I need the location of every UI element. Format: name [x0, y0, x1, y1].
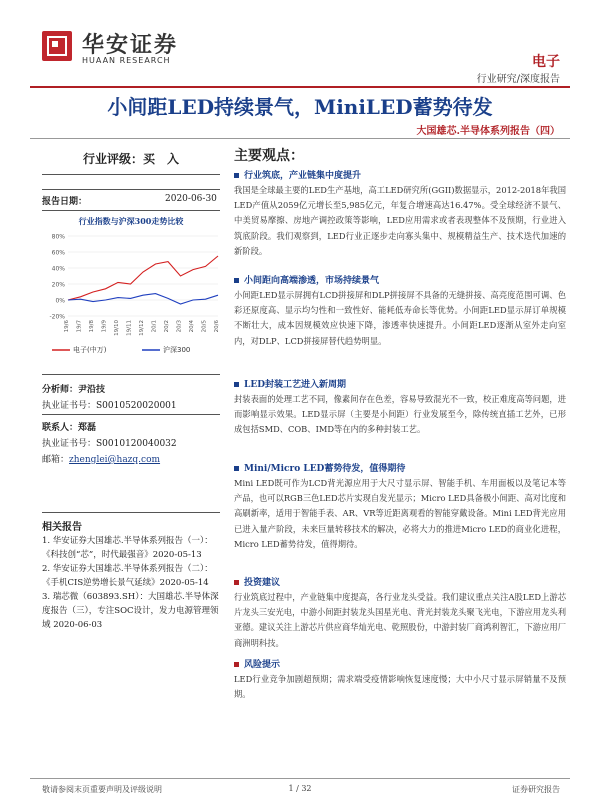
date-top-divider: [42, 189, 220, 190]
x-tick-label: 19/10: [114, 320, 120, 336]
x-tick-label: 19/8: [89, 320, 95, 333]
footer-disclaimer: 敬请参阅末页重要声明及评级说明: [42, 785, 162, 794]
company-logo-icon: [42, 31, 72, 61]
y-tick-label: 80%: [51, 233, 65, 241]
footer-divider: [30, 778, 570, 779]
related-reports-list: [42, 534, 222, 632]
bullet-square-icon: [234, 662, 239, 667]
section-text: 我国是全球最主要的LED生产基地，高工LED研究所(GGII)数据显示，2012-2018年我国LED产值从2059亿元增长至5,985亿元，年复合增速高达16.47%。受全球经济不景气、中美贸易摩擦、房地产调控政策等影响，LED应用需求或者表现整体不及预期，行业进入筑底阶段。我们观察到，LED行业正逐步走向寡头集中、规模精益生产、技术迭代加速的新阶段。: [234, 185, 566, 256]
index-comparison-chart: [42, 230, 222, 360]
report-subtitle: 大国雄芯.半导体系列报告（四）: [416, 126, 560, 137]
chart-bottom-divider: [42, 374, 220, 375]
researcher-cert-label: 执业证书号：: [42, 439, 97, 449]
footer-page-number: 1 / 32: [288, 784, 312, 793]
industry-rating: 行业评级：买 入: [82, 152, 179, 166]
related-divider: [42, 512, 220, 513]
logo-en: HUAAN RESEARCH: [82, 56, 171, 65]
section-title: 行业筑底，产业链集中度提升: [234, 168, 566, 181]
bullet-square-icon: [234, 278, 239, 283]
x-tick-label: 20/5: [201, 320, 208, 333]
section-title: LED封装工艺进入新周期: [234, 377, 566, 390]
researcher-cert-row: [42, 436, 177, 449]
section-mini-micro: [234, 461, 566, 552]
section-title: 投资建议: [234, 575, 566, 588]
legend-label: 沪深300: [163, 346, 191, 354]
section-title: 小间距向高端渗透，市场持续景气: [234, 273, 566, 286]
email-label: 邮箱：: [42, 455, 70, 465]
date-bottom-divider: [42, 210, 220, 211]
main-heading: 主要观点：: [234, 148, 304, 164]
y-tick-label: 60%: [51, 249, 65, 257]
report-date: 2020-06-30: [165, 194, 217, 204]
logo-cn: 华安证券: [82, 32, 179, 58]
x-tick-label: 20/4: [189, 320, 195, 333]
x-tick-label: 19/12: [139, 320, 145, 336]
section-text: 封装表面的处理工艺不同，像素间存在色差，容易导致混光不一致，校正难度高等问题，进而影响显示效果。LED显示屏（主要是小间距）行业发展至今，除传统直插工艺外，已形成包括SMD、COB、IMD等在内的多种封装工艺。: [234, 394, 566, 435]
section-risk: [234, 657, 566, 702]
related-report-item: 1. 华安证券大国雄芯.半导体系列报告（一）：《科技创“芯”，时代最强音》2020-05-13: [42, 536, 213, 560]
x-tick-label: 19/9: [101, 320, 108, 333]
y-tick-label: 0%: [55, 297, 65, 305]
industry-label: 电子: [532, 54, 560, 70]
researcher-name: 联系人：郑磊: [42, 423, 97, 433]
bullet-square-icon: [234, 580, 239, 585]
section-industry-bottom: [234, 168, 566, 259]
section-investment: [234, 575, 566, 651]
x-tick-label: 19/7: [76, 320, 83, 333]
bullet-square-icon: [234, 173, 239, 178]
researcher-cert: S0010120040032: [96, 439, 177, 449]
x-tick-label: 19/6: [64, 320, 70, 333]
bullet-square-icon: [234, 466, 239, 471]
x-tick-label: 19/11: [126, 320, 133, 336]
related-report-item: 3. 瑞芯微（603893.SH）：大国雄芯.半导体深度报告（三），专注SOC设计，发力电源管理领域 2020-06-03: [42, 592, 219, 630]
x-tick-label: 20/2: [164, 320, 170, 333]
analyst-cert: S0010520020001: [96, 401, 177, 411]
section-text: 行业筑底过程中，产业链集中度提高，各行业龙头受益。我们建议重点关注A股LED上游芯片龙头三安光电，中游小间距封装龙头国星光电、背光封装龙头聚飞光电，下游应用龙头利亚德。建议关注上游芯片供应商华灿光电、乾照股份，中游封装厂商鸿利智汇，下游应用厂商洲明科技。: [234, 592, 566, 648]
header-divider: [30, 86, 570, 88]
analyst-cert-label: 执业证书号：: [42, 401, 97, 411]
section-text: 小间距LED显示屏拥有LCD拼接屏和DLP拼接屏不具备的无缝拼接、高亮度范围可调、色彩还原度高、显示均匀性和一致性好、能耗低寿命长等优势。小间距LED显示屏订单规模不断壮大，成本因规模效应快速下降，渗透率快速提升。小间距LED逐渐从室外走向室内，对DLP、LCD拼接屏替代趋势明显。: [234, 290, 566, 346]
chart-title: 行业指数与沪深300走势比较: [78, 216, 184, 226]
bullet-square-icon: [234, 382, 239, 387]
y-tick-label: 20%: [51, 281, 65, 289]
section-packaging: [234, 377, 566, 438]
y-tick-label: -20%: [49, 313, 65, 321]
report-date-label: 报告日期：: [42, 197, 88, 207]
report-type: 行业研究/深度报告: [476, 74, 560, 85]
footer-label: 证券研究报告: [512, 785, 560, 794]
x-tick-label: 20/1: [151, 320, 158, 333]
section-fine-pitch: [234, 273, 566, 349]
series-line: [68, 256, 218, 300]
report-title: 小间距LED持续景气，MiniLED蓄势待发: [107, 95, 493, 119]
series-line: [68, 294, 218, 304]
section-title: 风险提示: [234, 657, 566, 670]
x-tick-label: 20/3: [176, 320, 183, 333]
rating-divider: [42, 174, 220, 175]
analyst-cert-row: [42, 398, 177, 411]
related-reports-title: 相关报告: [42, 522, 82, 533]
section-text: LED行业竞争加剧超预期；需求端受疫情影响恢复速度慢；大中小尺寸显示屏销量不及预期。: [234, 674, 566, 700]
email-row: [42, 452, 160, 465]
subtitle-divider: [30, 138, 570, 139]
y-tick-label: 40%: [51, 265, 65, 273]
x-tick-label: 20/6: [214, 320, 220, 333]
legend-label: 电子(中万): [73, 346, 107, 354]
section-title: Mini/Micro LED蓄势待发，值得期待: [234, 461, 566, 474]
email-link[interactable]: zhenglei@hazq.com: [69, 455, 161, 465]
analyst-name: 分析师：尹沿技: [42, 385, 106, 395]
section-text: Mini LED既可作为LCD背光源应用于大尺寸显示屏、智能手机、车用面板以及笔记本等产品，也可以RGB三色LED芯片实现自发光显示；Micro LED具备极小间距、高对比度和高刷新率，适用于智能手表、AR、VR等近距离观看的智能穿戴设备。Mini LED背光应用已进入量产阶段，未来巨量转移技术的解决，必将大力的推进Micro LED的商业化进程，Micro LED蓄势待发，值得期待。: [234, 478, 566, 549]
analyst-divider: [42, 414, 220, 415]
related-report-item: 2. 华安证券大国雄芯.半导体系列报告（二）：《手机CIS逆势增长景气延续》2020-05-14: [42, 564, 213, 588]
